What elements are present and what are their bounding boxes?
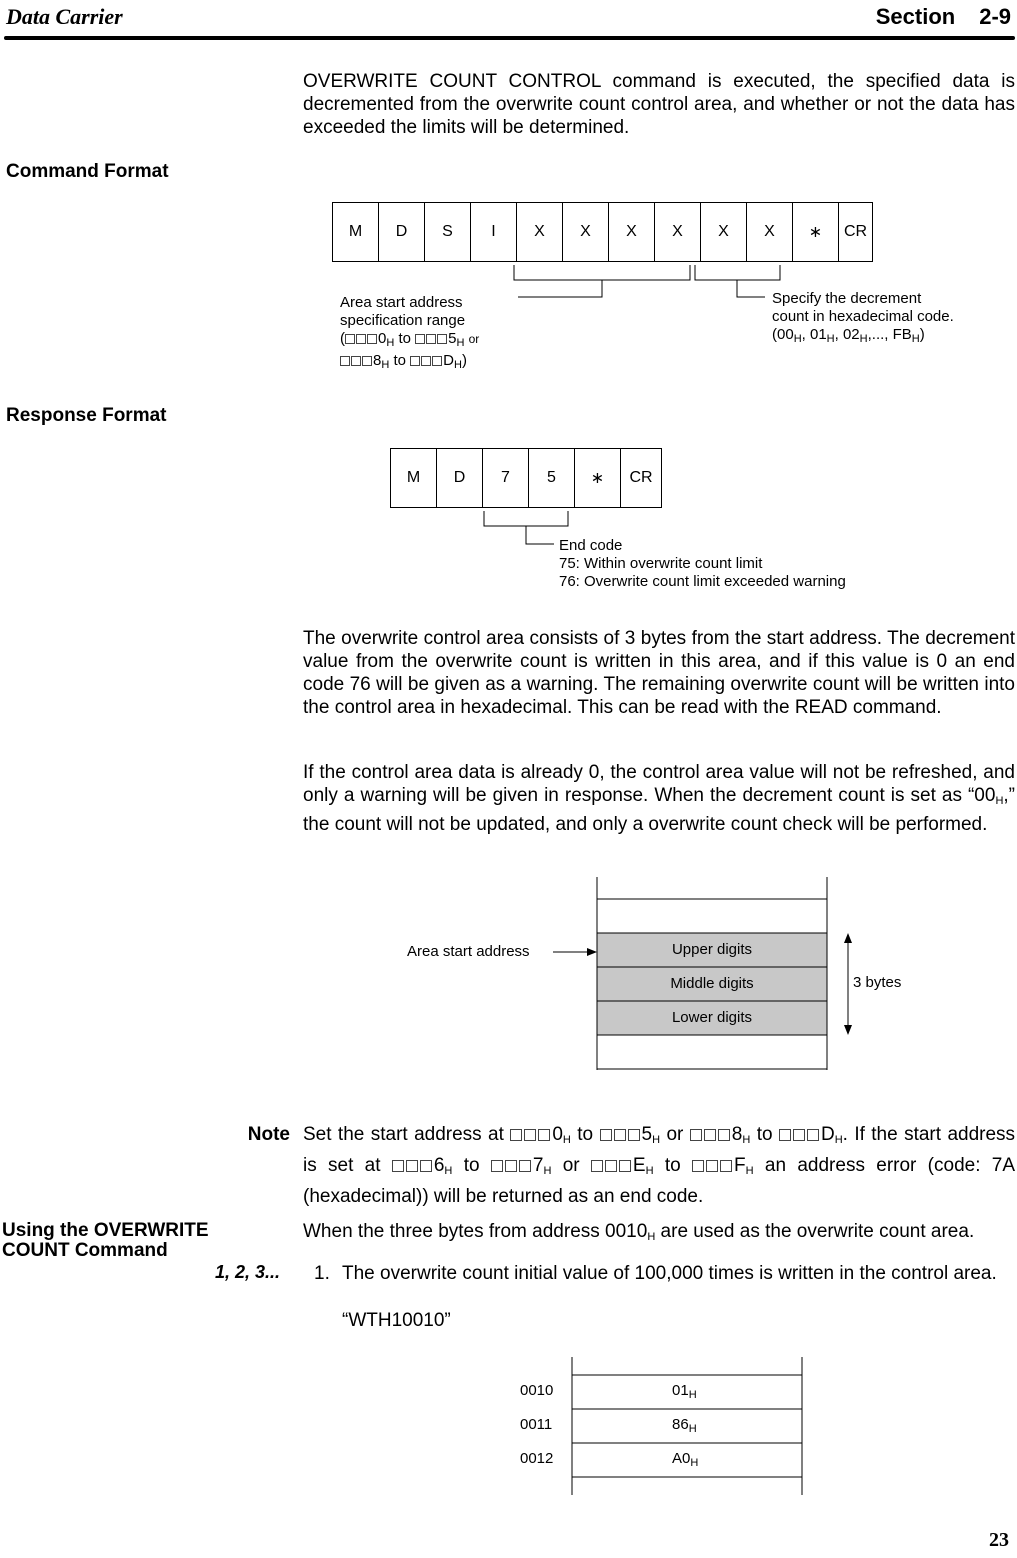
cmd-cell: X	[747, 203, 793, 261]
text-part: are used as the overwrite count area.	[655, 1221, 975, 1242]
hex-sub: H	[911, 333, 920, 345]
hex-value: 01	[809, 326, 827, 343]
placeholder-box	[510, 1129, 522, 1141]
placeholder-box	[614, 1129, 626, 1141]
hex-sub: H	[386, 337, 395, 349]
cmd-cell: I	[471, 203, 517, 261]
text-part: . If the start address is set at	[303, 1124, 1016, 1176]
hex-value: D	[820, 1124, 835, 1145]
hex-value: 0	[552, 1124, 563, 1145]
hex-value: 6	[433, 1155, 445, 1176]
steps-label: 1, 2, 3...	[214, 1262, 280, 1282]
hex-value: 00	[777, 326, 794, 343]
start-arrowhead	[587, 948, 597, 956]
usage-heading-line: Using the OVERWRITE	[2, 1220, 209, 1241]
text-part: Set the start address at	[303, 1124, 504, 1145]
text-part: an address error (code: 7A (hexadecimal)) will be returned as an end code.	[303, 1155, 1016, 1207]
placeholder-box	[600, 1129, 612, 1141]
hex-sub: H	[381, 359, 390, 371]
cmd-cell: ∗	[793, 203, 839, 261]
middle-digits-label: Middle digits	[670, 975, 754, 992]
address-bracket	[514, 265, 690, 280]
response-bracket	[0, 506, 1017, 551]
step-command: “WTH10010”	[342, 1310, 451, 1331]
command-format-heading: Command Format	[6, 161, 169, 182]
placeholder-box	[351, 356, 361, 366]
hex-sub: H	[543, 1165, 552, 1177]
placeholder-box	[591, 1160, 603, 1172]
hex-sub: H	[688, 1423, 697, 1435]
placeholder-box	[690, 1129, 702, 1141]
text-part: to	[577, 1124, 594, 1145]
cmd-cell: X	[701, 203, 747, 261]
cmd-cell: X	[563, 203, 609, 261]
placeholder-box	[538, 1129, 550, 1141]
placeholder-box	[628, 1129, 640, 1141]
hex-sub: H	[690, 1457, 699, 1469]
note-line: 75: Within overwrite count limit	[559, 555, 763, 572]
decrement-bracket	[695, 265, 780, 280]
placeholder-box	[704, 1129, 716, 1141]
range-value: D	[443, 352, 454, 369]
cmd-cell: X	[517, 203, 563, 261]
placeholder-box	[432, 356, 442, 366]
hex-sub: H	[456, 337, 465, 349]
paren: )	[461, 352, 467, 369]
intro-paragraph: OVERWRITE COUNT CONTROL command is executed, the specified data is decremented from the overwrite count control area, and whether or not the data has exceeded the limits will be determined.	[303, 71, 1015, 138]
page-number: 23	[989, 1529, 1009, 1551]
address-table-frame	[0, 1355, 1017, 1500]
placeholder-box	[437, 334, 447, 344]
note-line: 76: Overwrite count limit exceeded warning	[559, 573, 846, 590]
hex-sub: H	[645, 1165, 654, 1177]
end-code-leader	[526, 526, 554, 544]
usage-heading	[2, 1221, 209, 1261]
note-line: Specify the decrement	[772, 290, 922, 307]
placeholder-box	[720, 1160, 732, 1172]
ellipsis: ,...,	[867, 326, 893, 343]
placeholder-box	[406, 1160, 418, 1172]
cmd-cell: D	[379, 203, 425, 261]
placeholder-box	[779, 1129, 791, 1141]
hex-sub: H	[454, 359, 462, 371]
cmd-cell: X	[655, 203, 701, 261]
hex-sub: H	[688, 1389, 697, 1401]
range-value: 5	[448, 330, 457, 347]
step-text: The overwrite count initial value of 100,000 times is written in the control area.	[342, 1263, 997, 1284]
hex-sub: H	[562, 1134, 571, 1146]
header-rule	[4, 36, 1015, 40]
paren: )	[919, 326, 925, 343]
paren: (	[340, 330, 345, 347]
hex-sub: H	[652, 1134, 661, 1146]
placeholder-box	[692, 1160, 704, 1172]
hex-value: 5	[641, 1124, 653, 1145]
decrement-values: ($00_H$, $01_H$, $02_H$,..., $FB_H$)	[772, 326, 925, 345]
cmd-cell: X	[609, 203, 655, 261]
hex-sub: H	[859, 333, 868, 345]
upper-digits-label: Upper digits	[671, 941, 753, 958]
resp-cell: 7	[483, 449, 529, 507]
text-part: ,” the count will not be updated, and only a overwrite count check will be performed.	[303, 785, 1015, 835]
end-code-note	[559, 537, 846, 591]
decrement-leader	[737, 280, 765, 297]
hex-value: FB	[892, 326, 912, 343]
range-line-1	[340, 330, 479, 352]
placeholder-box	[505, 1160, 517, 1172]
text-part: If the control area data is already 0, the control area value will not be refreshed, and only a warning will be given in response. When the decrement count is set as “00	[303, 762, 1015, 806]
hex-sub: H	[742, 1134, 751, 1146]
resp-cell: M	[391, 449, 437, 507]
hex-sub: H	[834, 1134, 843, 1146]
hex-value: F	[734, 1155, 746, 1176]
address-range-note	[340, 294, 479, 374]
hex-value: 8	[731, 1124, 743, 1145]
placeholder-box	[420, 1160, 432, 1172]
hex-value: 02	[842, 326, 860, 343]
range-word: to	[393, 352, 406, 369]
table-value	[672, 1416, 697, 1438]
hex-sub: H	[793, 333, 802, 345]
text-part: or	[666, 1124, 684, 1145]
placeholder-box	[524, 1129, 536, 1141]
note-label: Note	[247, 1124, 290, 1145]
text-part: When the three bytes from address 0010	[303, 1221, 648, 1242]
address-leader	[518, 280, 602, 297]
range-word: to	[398, 330, 411, 347]
placeholder-box	[421, 356, 431, 366]
hex-sub: H	[995, 795, 1004, 807]
table-address: 0011	[520, 1416, 553, 1433]
lower-digits-label: Lower digits	[671, 1009, 753, 1026]
decrement-note	[772, 290, 954, 348]
placeholder-box	[392, 1160, 404, 1172]
range-value: 8	[373, 352, 382, 369]
usage-intro	[303, 1220, 1015, 1249]
resp-cell: ∗	[575, 449, 621, 507]
section-word: Section	[875, 4, 956, 29]
placeholder-box	[415, 334, 425, 344]
hex-value: A0	[672, 1450, 691, 1467]
cmd-cell: M	[333, 203, 379, 261]
usage-heading-line: COUNT Command	[2, 1240, 168, 1261]
section-label	[852, 4, 1011, 30]
table-value	[672, 1450, 698, 1472]
table-value	[672, 1382, 697, 1404]
note-text	[303, 1122, 1015, 1210]
range-line-2	[340, 352, 479, 374]
hex-value: 86	[672, 1416, 689, 1433]
cmd-cell: S	[425, 203, 471, 261]
placeholder-box	[356, 334, 366, 344]
step-number: 1.	[314, 1263, 330, 1284]
placeholder-box	[362, 356, 372, 366]
range-word: or	[468, 332, 480, 346]
three-bytes-label: 3 bytes	[853, 974, 902, 991]
note-line: specification range	[340, 312, 466, 329]
placeholder-box	[619, 1160, 631, 1172]
placeholder-box	[519, 1160, 531, 1172]
command-format-frame	[332, 202, 873, 262]
placeholder-box	[410, 356, 420, 366]
note-line: Area start address	[340, 294, 463, 311]
placeholder-box	[426, 334, 436, 344]
start-address-label: Area start address	[407, 943, 530, 960]
resp-cell: D	[437, 449, 483, 507]
placeholder-box	[793, 1129, 805, 1141]
hex-sub: H	[647, 1231, 656, 1243]
hex-value: 7	[532, 1155, 544, 1176]
response-format-heading: Response Format	[6, 405, 167, 426]
cmd-cell: CR	[843, 223, 868, 240]
hex-sub: H	[826, 333, 835, 345]
hex-value: 01	[672, 1382, 689, 1399]
bytes-arrow-down	[844, 1025, 852, 1035]
resp-cell: CR	[629, 469, 653, 486]
text-part: or	[562, 1155, 580, 1176]
range-value: 0	[378, 330, 387, 347]
hex-value: E	[632, 1155, 646, 1176]
response-format-frame	[390, 448, 662, 508]
placeholder-box	[706, 1160, 718, 1172]
text-part: to	[463, 1155, 480, 1176]
paren: (	[772, 326, 777, 343]
table-address: 0012	[520, 1450, 554, 1467]
hex-sub: H	[444, 1165, 453, 1177]
resp-cell: 5	[529, 449, 575, 507]
note-line: End code	[559, 537, 623, 554]
section-number: 2-9	[979, 4, 1011, 29]
text-part: to	[756, 1124, 773, 1145]
hex-sub: H	[745, 1165, 754, 1177]
control-area-paragraph: The overwrite control area consists of 3 bytes from the start address. The decrement value from the overwrite count is written in this area, and if this value is 0 an end code 76 will be given as a warning. The remaining overwrite count will be written into the control area in hexadecimal. This can be read with the READ command.	[303, 628, 1015, 718]
placeholder-box	[718, 1129, 730, 1141]
refresh-paragraph	[303, 761, 1015, 836]
running-header-title: Data Carrier	[6, 4, 123, 29]
text-part: to	[664, 1155, 681, 1176]
note-line: count in hexadecimal code.	[772, 308, 954, 325]
placeholder-box	[807, 1129, 819, 1141]
placeholder-box	[345, 334, 355, 344]
placeholder-box	[367, 334, 377, 344]
table-address: 0010	[520, 1382, 554, 1399]
placeholder-box	[605, 1160, 617, 1172]
placeholder-box	[340, 356, 350, 366]
bytes-arrow-up	[844, 933, 852, 943]
end-code-bracket	[484, 511, 568, 526]
placeholder-box	[491, 1160, 503, 1172]
